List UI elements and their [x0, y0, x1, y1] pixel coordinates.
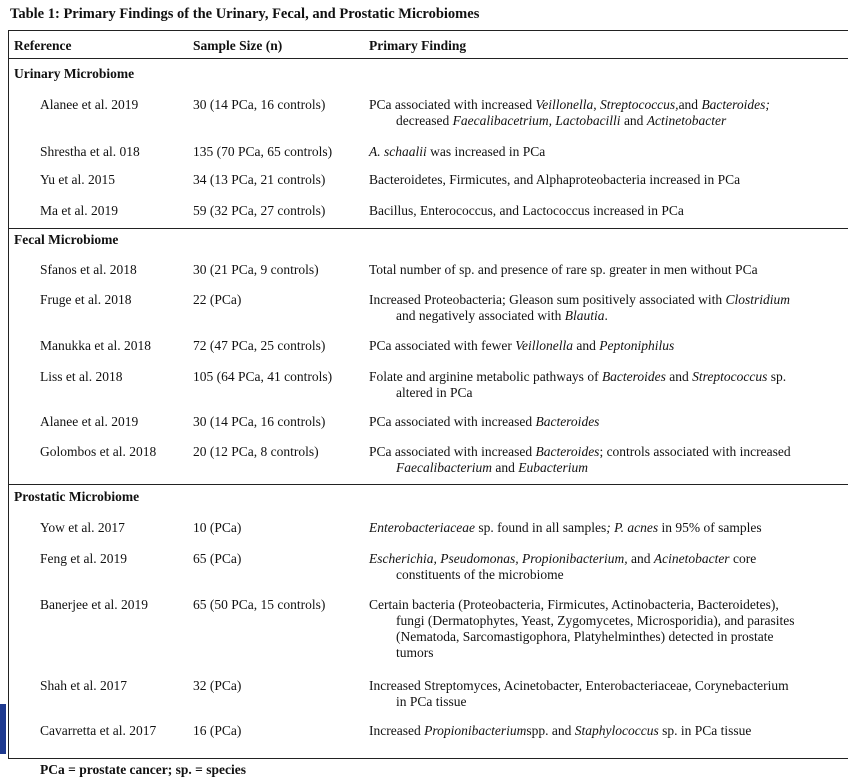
- finding-line: Total number of sp. and presence of rare sp. greater in men without PCa: [369, 262, 758, 277]
- taxon-name: Veillonella: [535, 97, 594, 112]
- finding-line: Folate and arginine metabolic pathways of Bacteroides and Streptococcus sp.: [369, 369, 787, 384]
- cell-finding: [369, 144, 545, 160]
- cell-reference: Shrestha et al. 018: [40, 144, 140, 159]
- cell-sample-size: 135 (70 PCa, 65 controls): [193, 144, 333, 159]
- cell-sample-size: 105 (64 PCa, 41 controls): [193, 369, 333, 384]
- finding-line: Increased Streptomyces, Acinetobacter, Enterobacteriaceae, Corynebacterium: [369, 678, 789, 693]
- cell-reference: Manukka et al. 2018: [40, 338, 151, 353]
- finding-line: A. schaalii was increased in PCa: [369, 144, 546, 159]
- finding-line: Bacillus, Enterococcus, and Lactococcus increased in PCa: [369, 203, 684, 218]
- taxon-name: Actinetobacter: [646, 113, 727, 128]
- cell-reference: Golombos et al. 2018: [40, 444, 157, 459]
- taxon-name: Bacteroides: [601, 369, 666, 384]
- cell-reference: Fruge et al. 2018: [40, 292, 132, 307]
- finding-line: PCa associated with increased Bacteroides; controls associated with increased: [369, 444, 791, 459]
- cell-finding: [369, 172, 740, 188]
- side-tab-marker: [0, 704, 6, 754]
- section-heading-urinary: Urinary Microbiome: [14, 66, 135, 81]
- cell-sample-size: 72 (47 PCa, 25 controls): [193, 338, 326, 353]
- taxon-name: Streptococcus,: [599, 97, 679, 112]
- finding-line: Escherichia, Pseudomonas, Propionibacterium, and Acinetobacter core: [369, 551, 757, 566]
- finding-line: tumors: [396, 645, 434, 660]
- taxon-name: Faecalibacetrium, Lactobacilli: [452, 113, 621, 128]
- taxon-name: Clostridium: [725, 292, 791, 307]
- cell-finding: [369, 678, 789, 710]
- cell-finding: [369, 597, 795, 661]
- cell-sample-size: 65 (50 PCa, 15 controls): [193, 597, 326, 612]
- cell-sample-size: 22 (PCa): [193, 292, 242, 307]
- cell-sample-size: 32 (PCa): [193, 678, 242, 693]
- table-footnote: PCa = prostate cancer; sp. = species: [40, 762, 246, 777]
- cell-finding: [369, 444, 791, 476]
- section-rule-prostatic: [8, 484, 848, 485]
- cell-sample-size: 20 (12 PCa, 8 controls): [193, 444, 319, 459]
- header-rule: [8, 58, 848, 59]
- finding-line: and negatively associated with Blautia.: [396, 308, 608, 323]
- cell-reference: Banerjee et al. 2019: [40, 597, 148, 612]
- taxon-name: Acinetobacter: [653, 551, 730, 566]
- cell-sample-size: 16 (PCa): [193, 723, 242, 738]
- finding-line: decreased Faecalibacetrium, Lactobacilli and Actinetobacter: [396, 113, 727, 128]
- cell-sample-size: 65 (PCa): [193, 551, 242, 566]
- taxon-name: Escherichia, Pseudomonas, Propionibacterium,: [369, 551, 628, 566]
- finding-line: PCa associated with fewer Veillonella and Peptoniphilus: [369, 338, 675, 353]
- section-heading-prostatic: Prostatic Microbiome: [14, 489, 140, 504]
- finding-line: (Nematoda, Sarcomastigophora, Platyhelminthes) detected in prostate: [396, 629, 774, 644]
- cell-reference: Cavarretta et al. 2017: [40, 723, 157, 738]
- taxon-name: Eubacterium: [518, 460, 588, 475]
- cell-finding: [369, 292, 790, 324]
- cell-reference: Alanee et al. 2019: [40, 414, 139, 429]
- section-heading-fecal: Fecal Microbiome: [14, 232, 119, 247]
- taxon-name: Bacteroides: [535, 444, 600, 459]
- finding-line: Increased Proteobacteria; Gleason sum positively associated with Clostridium: [369, 292, 791, 307]
- taxon-name: Faecalibacterium: [396, 460, 492, 475]
- cell-finding: [369, 414, 599, 430]
- finding-line: PCa associated with increased Veillonella, Streptococcus,and Bacteroides;: [369, 97, 770, 112]
- cell-sample-size: 30 (21 PCa, 9 controls): [193, 262, 319, 277]
- cell-reference: Yow et al. 2017: [40, 520, 125, 535]
- finding-line: Certain bacteria (Proteobacteria, Firmicutes, Actinobacteria, Bacteroidetes),: [369, 597, 779, 612]
- cell-reference: Liss et al. 2018: [40, 369, 123, 384]
- taxon-name: Veillonella: [515, 338, 573, 353]
- table-title: Table 1: Primary Findings of the Urinary, Fecal, and Prostatic Microbiomes: [10, 6, 480, 22]
- taxon-name: Bacteroides: [535, 414, 600, 429]
- cell-finding: [369, 520, 762, 536]
- cell-reference: Yu et al. 2015: [40, 172, 115, 187]
- finding-line: Faecalibacterium and Eubacterium: [396, 460, 588, 475]
- taxon-name: Staphylococcus: [574, 723, 659, 738]
- header-primary-finding: Primary Finding: [369, 38, 467, 53]
- taxon-name: Blautia: [564, 308, 605, 323]
- cell-reference: Feng et al. 2019: [40, 551, 127, 566]
- finding-line: Enterobacteriaceae sp. found in all samples; P. acnes in 95% of samples: [369, 520, 762, 535]
- cell-finding: [369, 97, 770, 129]
- section-rule-fecal: [8, 228, 848, 229]
- finding-line: PCa associated with increased Bacteroides: [369, 414, 600, 429]
- finding-line: Bacteroidetes, Firmicutes, and Alphaproteobacteria increased in PCa: [369, 172, 741, 187]
- taxon-name: ; P. acnes: [606, 520, 659, 535]
- finding-line: Increased Propionibacteriumspp. and Staphylococcus sp. in PCa tissue: [369, 723, 752, 738]
- cell-reference: Shah et al. 2017: [40, 678, 127, 693]
- taxon-name: Streptococcus: [692, 369, 768, 384]
- cell-finding: [369, 203, 684, 219]
- cell-sample-size: 10 (PCa): [193, 520, 242, 535]
- cell-finding: [369, 338, 674, 354]
- taxon-name: Bacteroides;: [701, 97, 770, 112]
- cell-sample-size: 30 (14 PCa, 16 controls): [193, 97, 326, 112]
- cell-sample-size: 59 (32 PCa, 27 controls): [193, 203, 326, 218]
- cell-reference: Ma et al. 2019: [40, 203, 118, 218]
- taxon-name: A. schaalii: [369, 144, 427, 159]
- cell-sample-size: 34 (13 PCa, 21 controls): [193, 172, 326, 187]
- cell-finding: [369, 369, 786, 401]
- taxon-name: Peptoniphilus: [599, 338, 675, 353]
- taxon-name: Enterobacteriaceae: [369, 520, 475, 535]
- finding-line: fungi (Dermatophytes, Yeast, Zygomycetes, Microsporidia), and parasites: [396, 613, 795, 628]
- cell-finding: [369, 551, 756, 583]
- cell-finding: [369, 723, 751, 739]
- cell-reference: Alanee et al. 2019: [40, 97, 139, 112]
- finding-line: altered in PCa: [396, 385, 473, 400]
- header-reference: Reference: [14, 38, 72, 53]
- finding-line: constituents of the microbiome: [396, 567, 564, 582]
- taxon-name: Propionibacterium: [424, 723, 527, 738]
- cell-finding: [369, 262, 758, 278]
- header-sample-size: Sample Size (n): [193, 38, 283, 53]
- cell-reference: Sfanos et al. 2018: [40, 262, 137, 277]
- finding-line: in PCa tissue: [396, 694, 467, 709]
- cell-sample-size: 30 (14 PCa, 16 controls): [193, 414, 326, 429]
